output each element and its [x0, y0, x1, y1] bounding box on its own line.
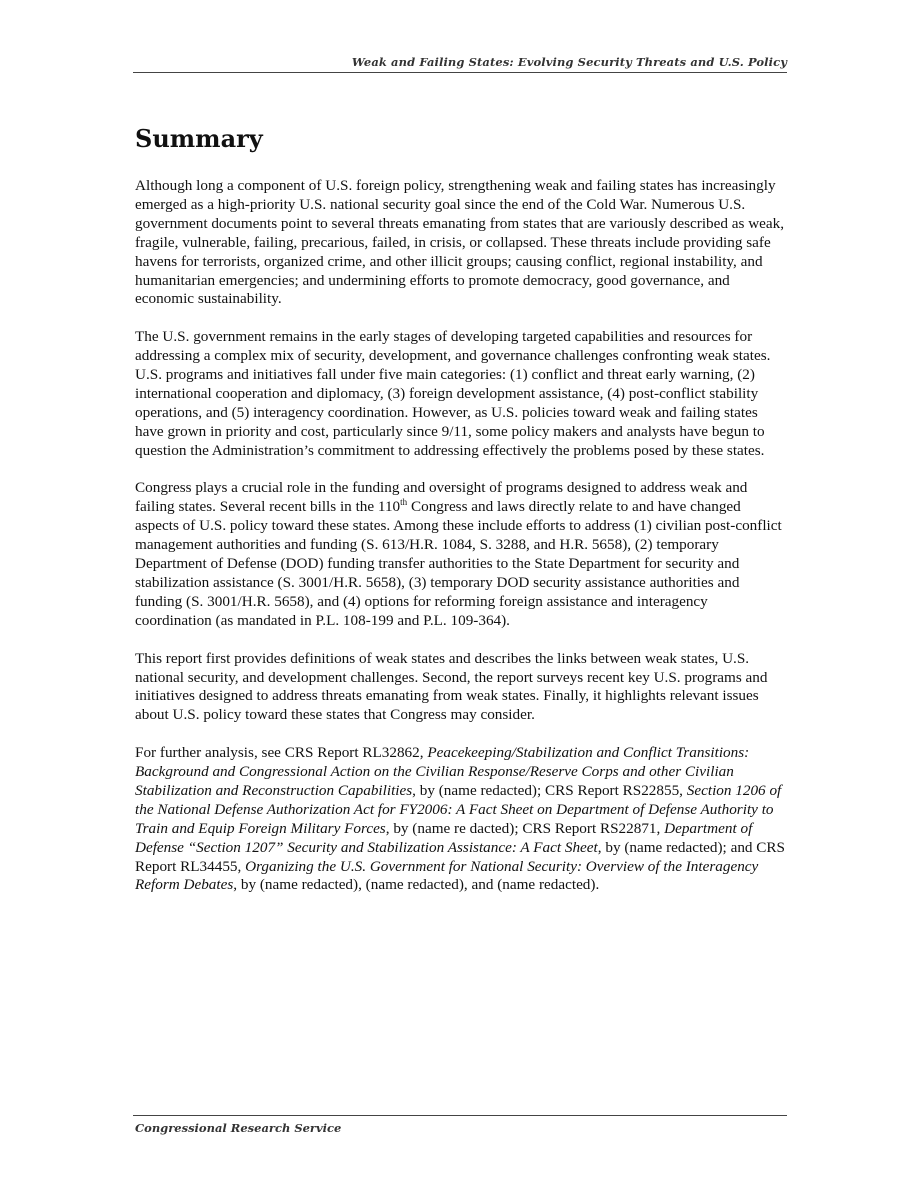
report-title-rs22871: Department of Defense “Section 1207” Security and Stabilization Assistance: A Fact Sheet	[135, 819, 753, 856]
paragraph-5-text-4: , by (name redacted); and CRS Report RL34455,	[135, 838, 786, 875]
running-header: Weak and Failing States: Evolving Security Threats and U.S. Policy	[351, 55, 787, 69]
paragraph-3-text-b: Congress and laws directly relate to and have changed aspects of U.S. policy toward these states. Among these include efforts to address (1) civilian post-conflict management authorities and funding (S. 613/H.R. 1084, S. 3288, and H.R. 5658), (2) temporary Department of Defense (DOD) funding transfer authorities to the State Department for security and stabilization assistance (S. 3001/H.R. 5658), (3) temporary DOD security assistance authorities and funding (S. 3001/H.R. 5658), and (4) options for reforming foreign assistance and interagency coordination (as mandated in P.L. 108-199 and P.L. 109-364).	[135, 498, 782, 629]
report-title-rs22855: Section 1206 of the National Defense Authorization Act for FY2006: A Fact Sheet on Department of Defense Authority to Train and Equip Foreign Military Forces	[135, 781, 782, 837]
header-divider	[133, 72, 787, 73]
paragraph-5	[135, 744, 787, 895]
running-footer: Congressional Research Service	[135, 1121, 342, 1135]
paragraph-3	[135, 479, 787, 630]
paragraph-1: Although long a component of U.S. foreign policy, strengthening weak and failing states has increasingly emerged as a high-priority U.S. national security goal since the end of the Cold War. Numerous U.S. government documents point to several threats emanating from states that are variously described as weak, fragile, vulnerable, failing, precarious, failed, in crisis, or collapsed. These threats include providing safe havens for terrorists, organized crime, and other illicit groups; causing conflict, regional instability, and humanitarian emergencies; and undermining efforts to promote democracy, good governance, and economic sustainability.	[135, 177, 785, 308]
paragraph-5-text-1: For further analysis, see CRS Report RL32862,	[135, 744, 428, 762]
paragraph-5-text-2: , by (name redacted); CRS Report RS22855,	[412, 781, 687, 799]
paragraph-3-text-a: Congress plays a crucial role in the funding and oversight of programs designed to address weak and failing states. Several recent bills in the 110	[135, 479, 748, 516]
report-title-rl34455: Organizing the U.S. Government for National Security: Overview of the Interagency Reform Debates	[135, 857, 759, 894]
paragraph-4: This report first provides definitions of weak states and describes the links between weak states, U.S. national security, and development challenges. Second, the report surveys recent key U.S. programs and initiatives designed to address threats emanating from weak states. Finally, it highlights relevant issues about U.S. policy toward these states that Congress may consider.	[135, 649, 768, 724]
paragraph-5-text-3: , by (name re dacted); CRS Report RS22871,	[385, 819, 665, 837]
section-title: Summary	[135, 124, 263, 153]
footer-divider	[133, 1115, 787, 1116]
ordinal-superscript: th	[400, 497, 408, 508]
paragraph-5-text-5: , by (name redacted), (name redacted), and (name redacted).	[233, 876, 600, 894]
summary-body	[135, 177, 787, 914]
paragraph-2: The U.S. government remains in the early stages of developing targeted capabilities and resources for addressing a complex mix of security, development, and governance challenges confronting weak states. U.S. programs and initiatives fall under five main categories: (1) conflict and threat early warning, (2) international cooperation and diplomacy, (3) foreign development assistance, (4) post-conflict stability operations, and (5) interagency coordination. However, as U.S. policies toward weak and failing states have grown in priority and cost, particularly since 9/11, some policy makers and analysts have begun to question the Administration’s commitment to addressing effectively the problems posed by these states.	[135, 328, 771, 459]
report-title-rl32862: Peacekeeping/Stabilization and Conflict Transitions: Background and Congressional Action on the Civilian Response/Reserve Corps and other Civilian Stabilization and Reconstruction Capabilities	[135, 744, 750, 799]
